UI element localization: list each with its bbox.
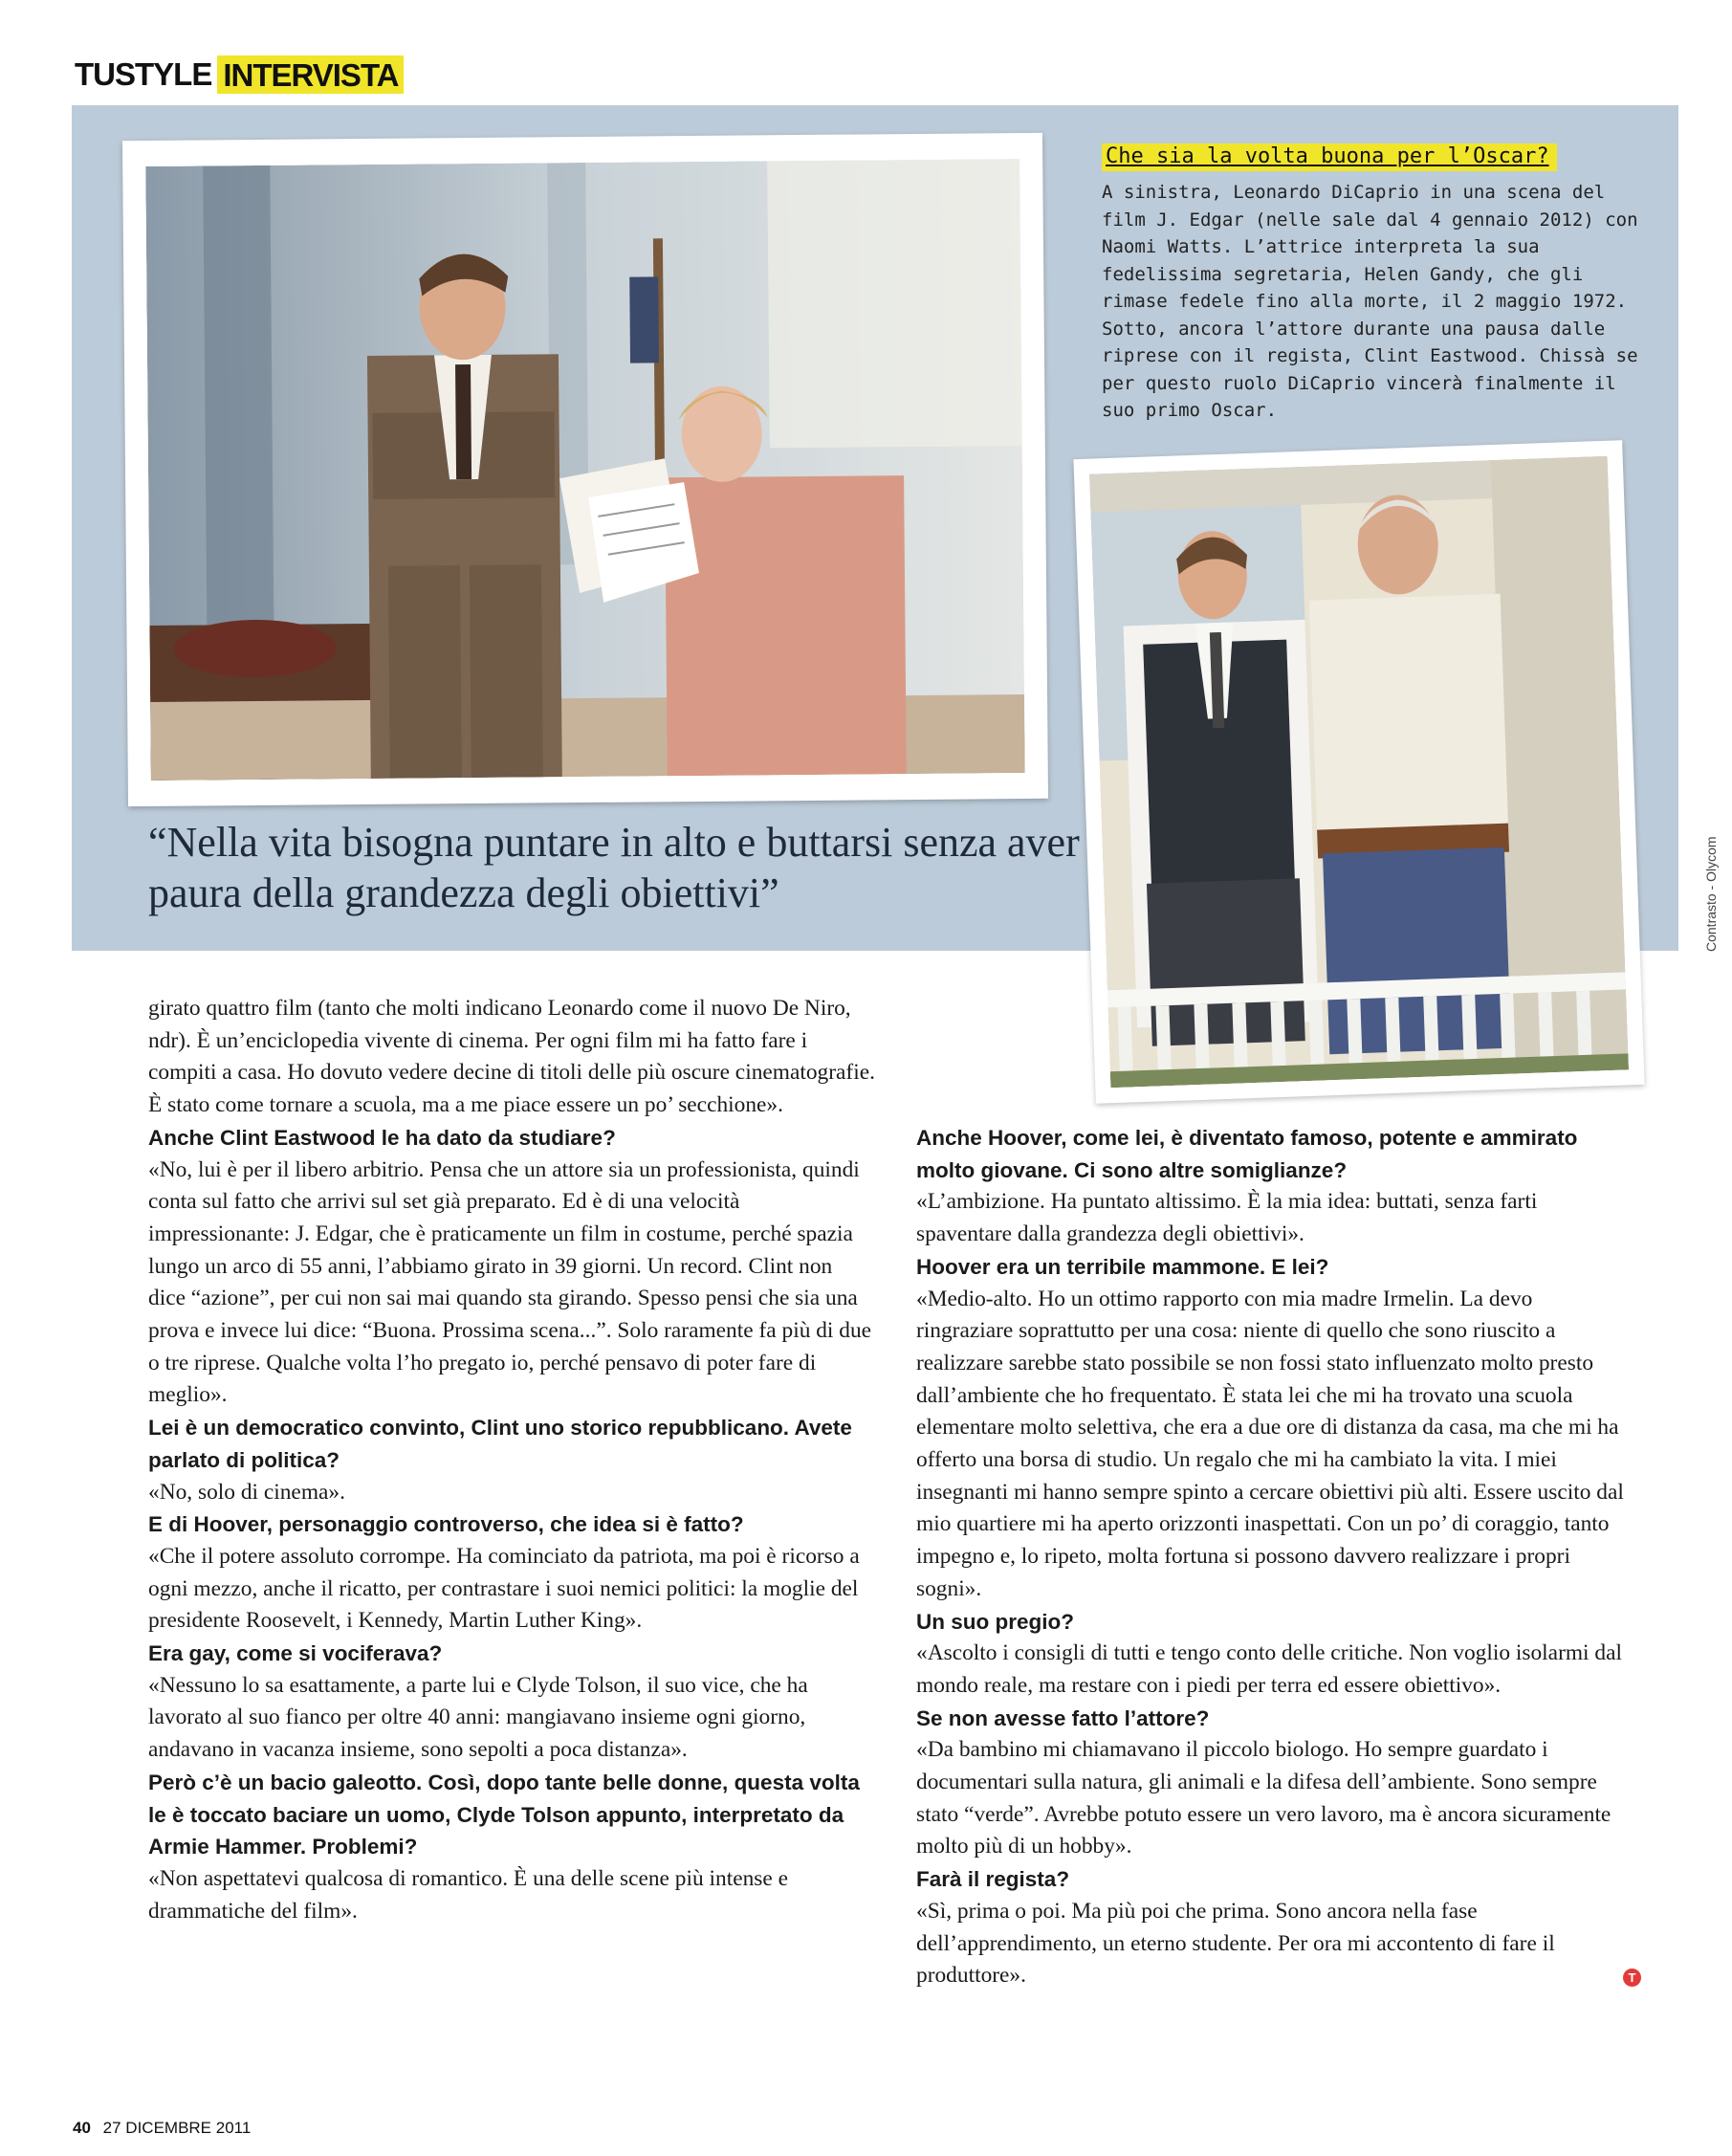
- interview-question: Un suo pregio?: [916, 1609, 1074, 1634]
- issue-date: 27 DICEMBRE 2011: [102, 2119, 252, 2137]
- interview-question: Hoover era un terribile mammone. E lei?: [916, 1254, 1329, 1279]
- section-label: INTERVISTA: [217, 55, 404, 94]
- magazine-brand: TUSTYLE: [75, 56, 212, 92]
- interview-answer: «Sì, prima o poi. Ma più poi che prima. Sono ancora nella fase dell’apprendimento, un eterno studente. Per ora mi accontento di fare il produttore».: [916, 1898, 1555, 1989]
- interview-answer: «L’ambizione. Ha puntato altissimo. È la mia idea: buttati, senza farti spaventare dalla grandezza degli obiettivi».: [916, 1189, 1538, 1247]
- interview-question: Anche Clint Eastwood le ha dato da studiare?: [148, 1125, 616, 1150]
- article-column-left: [148, 993, 875, 1927]
- interview-question: Se non avesse fatto l’attore?: [916, 1705, 1210, 1730]
- article-column-right: [916, 1122, 1636, 1992]
- section-header: [75, 54, 404, 96]
- interview-question: Però c’è un bacio galeotto. Così, dopo tante belle donne, questa volta le è toccato baciare un uomo, Clyde Tolson appunto, interpretato da Armie Hammer. Problemi?: [148, 1770, 860, 1859]
- end-of-article-icon: T: [1623, 1969, 1641, 1987]
- interview-question: Farà il regista?: [916, 1867, 1070, 1892]
- main-film-scene-photo: [145, 159, 1025, 781]
- interview-answer: «No, lui è per il libero arbitrio. Pensa che un attore sia un professionista, quindi conta sul fatto che arrivi sul set già preparato. Ed è di una velocità impressionante: J. Edgar, che è praticamente un film in costume, perché spazia lungo un arco di 55 anni, l’abbiamo girato in 39 giorni. Un record. Clint non dice “azione”, per cui non sai mai quando sta girando. Spesso pensi che sia una prova e invece lui dice: “Buona. Prossima scena...”. Solo raramente fa più di due o tre riprese. Qualche volta l’ho pregato io, perché pensavo di poter fare di meglio».: [148, 1156, 872, 1408]
- interview-answer: «Da bambino mi chiamavano il piccolo biologo. Ho sempre guardato i documentari sulla natura, gli animali e la difesa dell’ambiente. Sono sempre stato “verde”. Avrebbe potuto essere un vero lavoro, ma è ancora sicuramente molto più di un hobby».: [916, 1737, 1611, 1859]
- set-break-photo: [1089, 456, 1629, 1089]
- interview-question: Lei è un democratico convinto, Clint uno storico repubblicano. Avete parlato di politica?: [148, 1416, 852, 1472]
- interview-question: E di Hoover, personaggio controverso, che idea si è fatto?: [148, 1512, 744, 1537]
- interview-answer: «Ascolto i consigli di tutti e tengo conto delle critiche. Non voglio isolarmi dal mondo reale, ma restare con i piedi per terra ed essere obiettivo».: [916, 1640, 1622, 1698]
- side-photo-frame: [1073, 440, 1644, 1104]
- page-number: 40: [73, 2119, 91, 2137]
- interview-answer: «Nessuno lo sa esattamente, a parte lui e Clyde Tolson, il suo vice, che ha lavorato al suo fianco per oltre 40 anni: mangiavano insieme ogni giorno, andavano in vacanza insieme, sono sepolti a poca distanza».: [148, 1672, 808, 1763]
- interview-answer: girato quattro film (tanto che molti indicano Leonardo come il nuovo De Niro, ndr). È un’enciclopedia vivente di cinema. Per ogni film mi ha fatto fare i compiti a casa. Ho dovuto vedere decine di titoli delle più oscure cinematografie. È stato come tornare a scuola, ma a me piace essere un po’ secchione».: [148, 996, 875, 1118]
- main-photo-frame: [122, 133, 1048, 806]
- interview-question: Anche Hoover, come lei, è diventato famoso, potente e ammirato molto giovane. Ci sono altre somiglianze?: [916, 1126, 1578, 1182]
- interview-answer: «Non aspettatevi qualcosa di romantico. È una delle scene più intense e drammatiche del film».: [148, 1865, 789, 1924]
- interview-answer: «No, solo di cinema».: [148, 1479, 345, 1505]
- photo-credit: Contrasto - Olycom: [1703, 836, 1719, 952]
- page-footer: [73, 2119, 251, 2138]
- interview-answer: «Medio-alto. Ho un ottimo rapporto con mia madre Irmelin. La devo ringraziare soprattutto per una cosa: niente di quello che sono riuscito a realizzare sarebbe stato possibile se non fossi stato influenzato molto presto dall’ambiente che ho frequentato. È stata lei che mi ha trovato una scuola elementare molto selettiva, che era a due ore di distanza da casa, ma che mi ha offerto una borsa di studio. Un regalo che mi ha cambiato la vita. I miei insegnanti mi hanno sempre spinto a cercare obiettivi più alti. Essere uscito dal mio quartiere mi ha aperto orizzonti inaspettati. Con un po’ di coraggio, tanto impegno e, lo ripeto, molta fortuna si possono davvero realizzare i propri sogni».: [916, 1286, 1624, 1601]
- interview-answer: «Che il potere assoluto corrompe. Ha cominciato da patriota, ma poi è ricorso a ogni mezzo, anche il ricatto, per contrastare i suoi nemici politici: la moglie del presidente Roosevelt, i Kennedy, Martin Luther King».: [148, 1543, 860, 1634]
- photo-caption: [1102, 143, 1656, 425]
- pull-quote: “Nella vita bisogna puntare in alto e buttarsi senza aver paura della grandezza degli obiettivi”: [148, 819, 1080, 916]
- caption-body: A sinistra, Leonardo DiCaprio in una scena del film J. Edgar (nelle sale dal 4 gennaio 2012) con Naomi Watts. L’attrice interpreta la sua fedelissima segretaria, Helen Gandy, che gli rimase fedele fino alla morte, il 2 maggio 1972. Sotto, ancora l’attore durante una pausa dalle riprese con il regista, Clint Eastwood. Chissà se per questo ruolo DiCaprio vincerà finalmente il suo primo Oscar.: [1102, 182, 1638, 421]
- interview-question: Era gay, come si vociferava?: [148, 1641, 443, 1666]
- caption-title: Che sia la volta buona per l’Oscar?: [1102, 143, 1557, 171]
